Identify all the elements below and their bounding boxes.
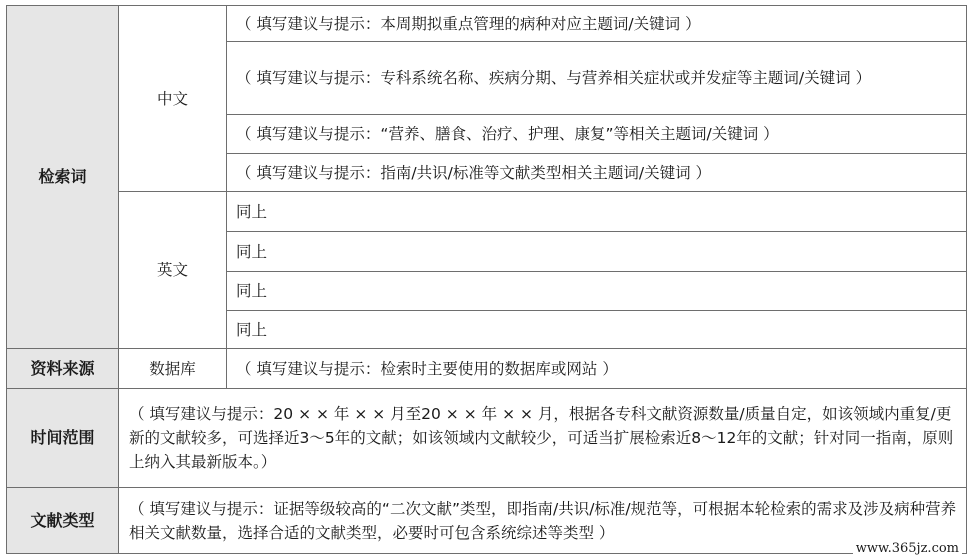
- chinese-label: 中文: [119, 6, 227, 192]
- document-type-header: 文献类型: [7, 488, 119, 554]
- time-range-header: 时间范围: [7, 389, 119, 488]
- keywords-header: 检索词: [7, 6, 119, 349]
- english-keyword-cell: 同上: [227, 192, 967, 232]
- chinese-keyword-cell: （ 填写建议与提示：本周期拟重点管理的病种对应主题词/关键词 ）: [227, 6, 967, 42]
- site-watermark: www.365jz.com: [853, 541, 962, 556]
- english-keyword-cell: 同上: [227, 311, 967, 349]
- chinese-keyword-cell: （ 填写建议与提示：指南/共识/标准等文献类型相关主题词/关键词 ）: [227, 154, 967, 192]
- source-header: 资料来源: [7, 349, 119, 389]
- chinese-keyword-cell: （ 填写建议与提示：“营养、膳食、治疗、护理、康复”等相关主题词/关键词 ）: [227, 115, 967, 154]
- database-label: 数据库: [119, 349, 227, 389]
- time-range-cell: （ 填写建议与提示：20 × × 年 × × 月至20 × × 年 × × 月，根据各专科文献资源数量/质量自定，如该领域内重复/更新的文献较多，可选择近3～5年的文献；如该领域内文献较少，可适当扩展检索近8～12年的文献；针对同一指南，原则上纳入其最新版本。）: [119, 389, 967, 488]
- source-cell: （ 填写建议与提示：检索时主要使用的数据库或网站 ）: [227, 349, 967, 389]
- literature-search-table: [6, 5, 967, 554]
- english-label: 英文: [119, 192, 227, 349]
- english-keyword-cell: 同上: [227, 272, 967, 311]
- english-keyword-cell: 同上: [227, 232, 967, 272]
- document-type-cell: （ 填写建议与提示：证据等级较高的“二次文献”类型，即指南/共识/标准/规范等，可根据本轮检索的需求及涉及病种营养相关文献数量，选择合适的文献类型，必要时可包含系统综述等类型 ）: [119, 488, 967, 554]
- chinese-keyword-cell: （ 填写建议与提示：专科系统名称、疾病分期、与营养相关症状或并发症等主题词/关键词 ）: [227, 42, 967, 115]
